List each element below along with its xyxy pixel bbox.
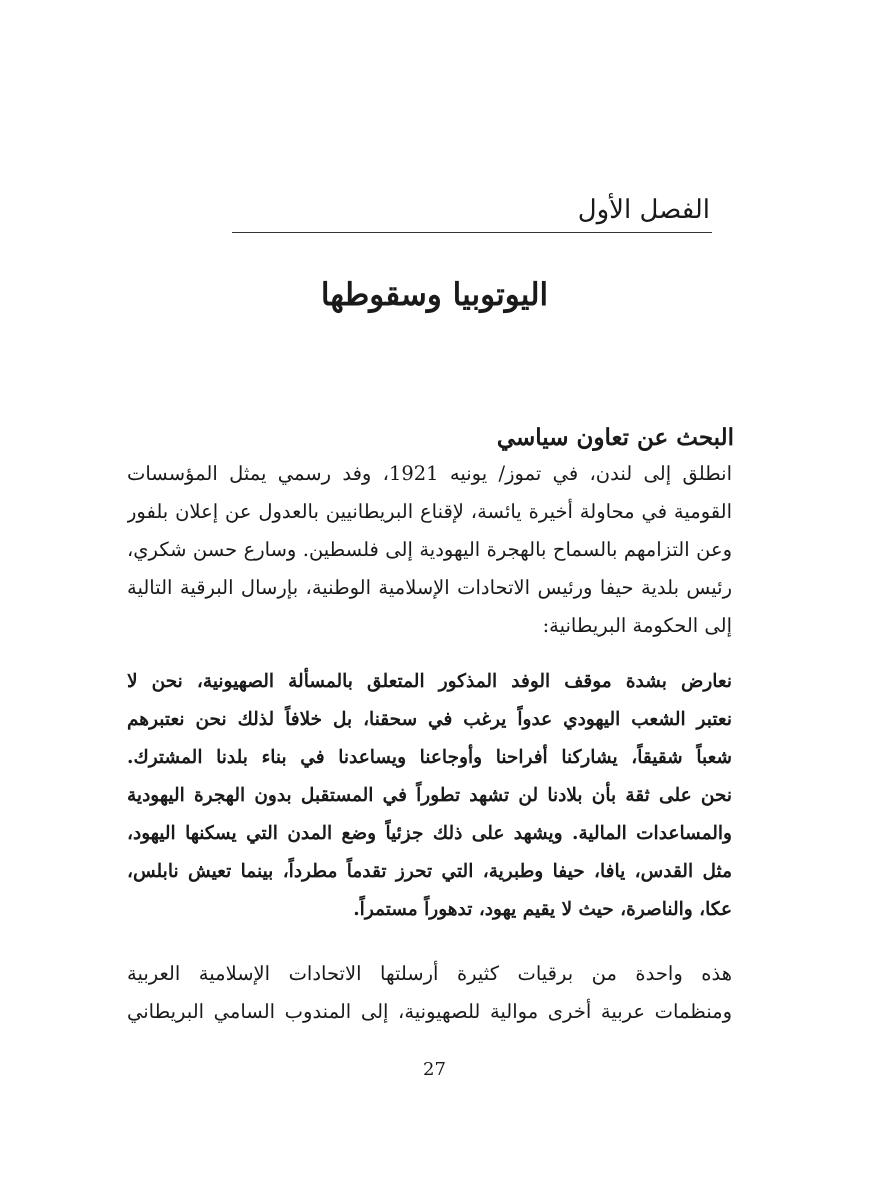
chapter-divider <box>232 232 712 233</box>
quote-line: نحن على ثقة بأن بلادنا لن تشهد تطوراً في المستقبل بدون الهجرة اليهودية <box>127 785 732 806</box>
quote-line: مثل القدس، يافا، حيفا وطبرية، التي تحرز تقدماً مطرداً، بينما تعيش نابلس، <box>127 861 732 882</box>
quote-line: نعتبر الشعب اليهودي عدواً يرغب في سحقنا، بل خلافاً لذلك نحن نعتبرهم <box>127 709 732 730</box>
chapter-label: الفصل الأول <box>577 195 710 225</box>
paragraph-line: انطلق إلى لندن، في تموز/ يونيه 1921، وفد رسمي يمثل المؤسسات <box>127 462 732 485</box>
section-heading: البحث عن تعاون سياسي <box>496 424 734 451</box>
paragraph-line: وعن التزامهم بالسماح بالهجرة اليهودية إلى فلسطين. وسارع حسن شكري، <box>127 538 732 561</box>
paragraph-line: ومنظمات عربية أخرى موالية للصهيونية، إلى المندوب السامي البريطاني <box>127 1000 732 1023</box>
chapter-title: اليوتوبيا وسقوطها <box>320 277 549 313</box>
paragraph-line: إلى الحكومة البريطانية: <box>542 614 732 637</box>
quote-line: عكا، والناصرة، حيث لا يقيم يهود، تدهوراً مستمراً. <box>353 899 732 920</box>
quote-line: نعارض بشدة موقف الوفد المذكور المتعلق بالمسألة الصهيونية، نحن لا <box>127 671 732 692</box>
paragraph-followup <box>127 955 732 1031</box>
quote-line: شعباً شقيقاً، يشاركنا أفراحنا وأوجاعنا ويساعدنا في بناء بلدنا المشترك. <box>127 747 732 768</box>
paragraph-line: رئيس بلدية حيفا ورئيس الاتحادات الإسلامية الوطنية، بإرسال البرقية التالية <box>127 576 732 599</box>
quote-line: والمساعدات المالية. ويشهد على ذلك جزئياً وضع المدن التي يسكنها اليهود، <box>127 823 732 844</box>
page-number: 27 <box>423 1059 446 1080</box>
telegram-quote <box>127 663 732 929</box>
paragraph-line: القومية في محاولة أخيرة يائسة، لإقناع البريطانيين بالعدول عن إعلان بلفور <box>127 500 732 523</box>
paragraph-line: هذه واحدة من برقيات كثيرة أرسلتها الاتحادات الإسلامية العربية <box>127 962 732 985</box>
paragraph-intro <box>127 455 732 645</box>
